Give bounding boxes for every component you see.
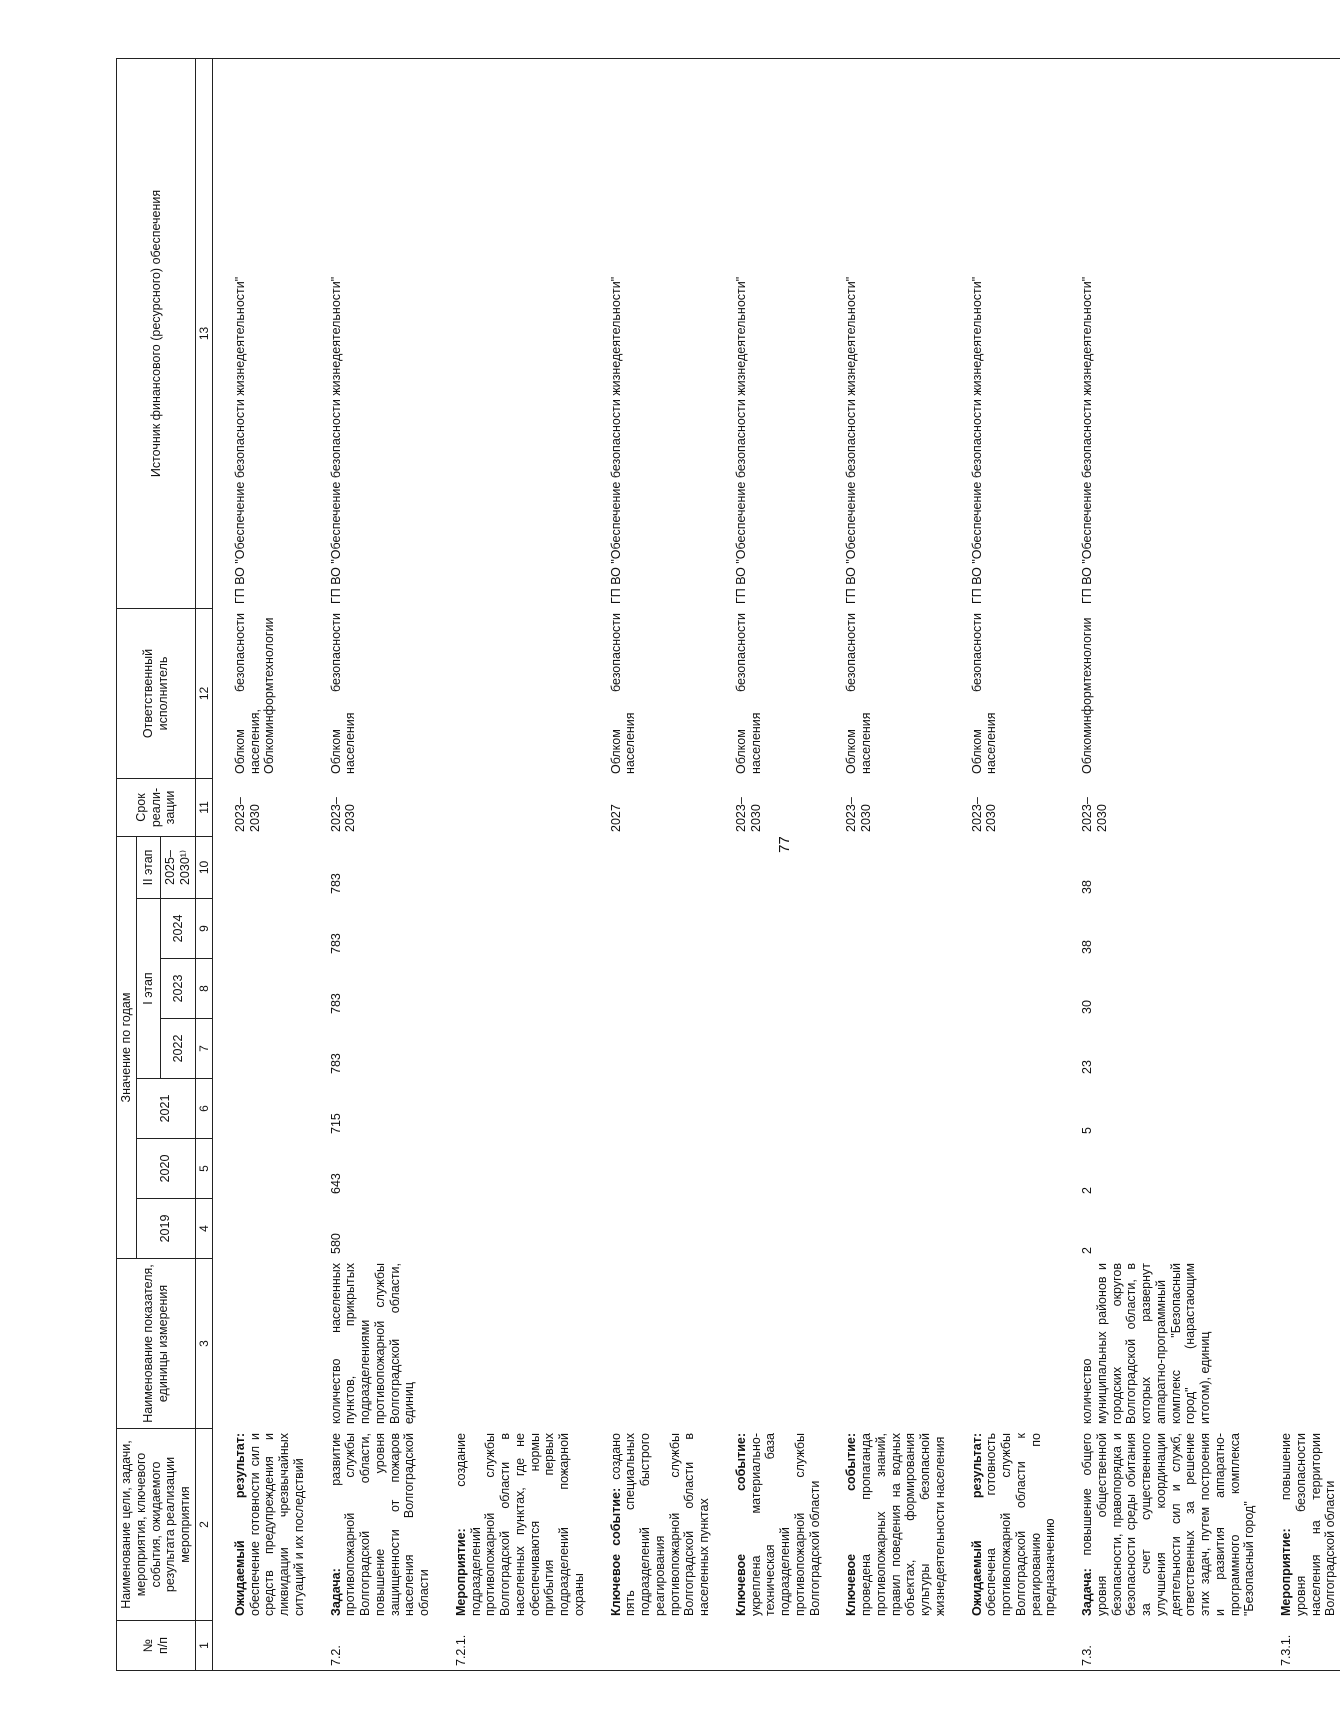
- row-term: [434, 778, 589, 836]
- row-value-2021: [1259, 1079, 1340, 1139]
- row-name-text: повышение общего уровня общественной безопасности, правопорядка и безопасности среды обитания за счет существенного улучшения координации деятельности сил и служб, ответственных за решение этих задач, путем построения и развития аппаратно-программного комплекса "Безопасный город": [1080, 1433, 1257, 1616]
- row-source: ГП ВО "Обеспечение безопасности жизнедеятельности": [824, 58, 949, 608]
- row-name-text: обеспечена готовность противопожарной службы Волгоградской области к реагированию по предназначению: [984, 1433, 1058, 1616]
- header-stage2: II этап: [136, 836, 161, 898]
- row-value-2020: [212, 1139, 308, 1199]
- row-source: [1259, 58, 1340, 608]
- row-value-2022: [212, 1019, 308, 1079]
- row-name-label: Ключевое событие:: [733, 1433, 748, 1616]
- table-row: [714, 58, 825, 1670]
- row-responsible: Облком безопасности населения: [309, 608, 434, 778]
- row-value-2025: [589, 836, 714, 898]
- row-value-2023: [950, 959, 1061, 1019]
- row-name-text: создано пять специальных подразделений быстрого реагирования противопожарной службы Волгоградской области в населенных пунктах: [608, 1432, 712, 1616]
- row-value-2023: 30: [1060, 959, 1259, 1019]
- table-header: [117, 58, 213, 1670]
- row-number: [589, 1621, 714, 1671]
- colnum: 1: [195, 1621, 212, 1671]
- row-name-label: Ожидаемый результат:: [969, 1433, 984, 1616]
- row-indicator: [1259, 1259, 1340, 1429]
- row-name-label: Ожидаемый результат:: [232, 1433, 247, 1616]
- row-term: 2023–2030: [950, 778, 1061, 836]
- row-value-2019: [434, 1199, 589, 1259]
- header-2022: 2022: [161, 1019, 196, 1079]
- row-value-2024: [714, 899, 825, 959]
- row-value-2021: 715: [309, 1079, 434, 1139]
- row-value-2022: [950, 1019, 1061, 1079]
- row-value-2023: [1259, 959, 1340, 1019]
- table-body: [212, 58, 1340, 1670]
- colnum: 3: [195, 1259, 212, 1429]
- row-value-2023: [824, 959, 949, 1019]
- row-value-2022: 23: [1060, 1019, 1259, 1079]
- row-indicator: [434, 1259, 589, 1429]
- row-value-2023: [434, 959, 589, 1019]
- row-responsible: Облком безопасности населения, Облкоминформтехнологии: [212, 608, 308, 778]
- row-value-2024: [212, 899, 308, 959]
- row-name-text: укреплена материально-техническая база подразделений противопожарной службы Волгоградской области: [748, 1433, 822, 1616]
- row-value-2024: [1259, 899, 1340, 959]
- row-value-2020: 2: [1060, 1139, 1259, 1199]
- row-value-2022: [1259, 1019, 1340, 1079]
- table-row: [1060, 58, 1259, 1670]
- row-source: ГП ВО "Обеспечение безопасности жизнедеятельности": [1060, 58, 1259, 608]
- header-2023: 2023: [161, 959, 196, 1019]
- row-name-text: повышение уровня безопасности населения на территории Волгоградской области: [1279, 1433, 1338, 1616]
- header-name: Наименование цели, задачи, мероприятия, ключевого события, ожидаемого результата реализации мероприятия: [117, 1429, 196, 1621]
- row-number: 7.3.1.: [1259, 1621, 1340, 1671]
- row-name-text: проведена пропаганда противопожарных знаний, правил поведения на водных объектах, формирования культуры безопасной жизнедеятельности населения: [859, 1433, 947, 1616]
- row-name-text: обеспечение готовности сил и средств предупреждения и ликвидации чрезвычайных ситуаций и их последствий: [247, 1433, 306, 1616]
- row-value-2020: [824, 1139, 949, 1199]
- row-value-2023: 783: [309, 959, 434, 1019]
- row-value-2021: [824, 1079, 949, 1139]
- header-responsible: Ответственный исполнитель: [117, 608, 196, 778]
- row-indicator: [714, 1259, 825, 1429]
- row-name-label: Задача:: [1080, 1568, 1095, 1616]
- row-name-label: Ключевое событие:: [608, 1487, 623, 1616]
- row-number: 7.3.: [1060, 1621, 1259, 1671]
- row-name-label: Мероприятие:: [453, 1528, 468, 1616]
- row-value-2020: [434, 1139, 589, 1199]
- row-term: 2023–2030: [212, 778, 308, 836]
- row-value-2024: [589, 899, 714, 959]
- row-value-2025: 38: [1060, 836, 1259, 898]
- row-responsible: Облком безопасности населения: [589, 608, 714, 778]
- row-name: [1060, 1429, 1259, 1621]
- row-indicator: количество муниципальных районов и городских округов Волгоградской области, в которых развернут аппаратно-программный комплекс "Безопасный город" (нарастающим итогом), единиц: [1060, 1259, 1259, 1429]
- row-value-2019: [212, 1199, 308, 1259]
- row-value-2021: [950, 1079, 1061, 1139]
- row-value-2024: [434, 899, 589, 959]
- table-row: [1259, 58, 1340, 1670]
- row-value-2025: 783: [309, 836, 434, 898]
- row-value-2020: [1259, 1139, 1340, 1199]
- header-2024: 2024: [161, 899, 196, 959]
- row-value-2025: [212, 836, 308, 898]
- colnum: 4: [195, 1199, 212, 1259]
- colnum: 2: [195, 1429, 212, 1621]
- row-value-2020: [714, 1139, 825, 1199]
- row-number: [950, 1621, 1061, 1671]
- header-num: № п/п: [117, 1621, 196, 1671]
- header-source: Источник финансового (ресурсного) обеспечения: [117, 58, 196, 608]
- row-value-2025: [1259, 836, 1340, 898]
- page-number: 77: [775, 836, 793, 853]
- row-value-2020: [950, 1139, 1061, 1199]
- row-value-2023: [212, 959, 308, 1019]
- row-number: [824, 1621, 949, 1671]
- row-value-2019: [824, 1199, 949, 1259]
- row-name: [824, 1429, 949, 1621]
- row-value-2025: [950, 836, 1061, 898]
- colnum: 7: [195, 1019, 212, 1079]
- row-term: 2023–2030: [1060, 778, 1259, 836]
- row-value-2021: 5: [1060, 1079, 1259, 1139]
- rotated-table-wrapper: [116, 59, 1338, 1671]
- row-value-2019: [714, 1199, 825, 1259]
- row-value-2022: [714, 1019, 825, 1079]
- row-value-2019: [1259, 1199, 1340, 1259]
- row-number: 7.2.1.: [434, 1621, 589, 1671]
- row-name-label: Мероприятие:: [1279, 1528, 1294, 1616]
- table-row: [309, 58, 434, 1670]
- row-value-2021: [714, 1079, 825, 1139]
- colnum: 6: [195, 1079, 212, 1139]
- table-row: [950, 58, 1061, 1670]
- table-row: [212, 58, 308, 1670]
- row-term: 2027: [589, 778, 714, 836]
- row-value-2021: [589, 1079, 714, 1139]
- colnum: 11: [195, 778, 212, 836]
- row-source: ГП ВО "Обеспечение безопасности жизнедеятельности": [309, 58, 434, 608]
- row-value-2022: [824, 1019, 949, 1079]
- row-name: [212, 1429, 308, 1621]
- row-responsible: Облком безопасности населения: [950, 608, 1061, 778]
- row-name-label: Задача:: [328, 1568, 343, 1616]
- table-row: [589, 58, 714, 1670]
- header-term: Срок реали-зации: [117, 778, 196, 836]
- table-row: [434, 58, 589, 1670]
- row-source: ГП ВО "Обеспечение безопасности жизнедеятельности": [212, 58, 308, 608]
- row-name: [309, 1429, 434, 1621]
- row-value-2024: [824, 899, 949, 959]
- row-number: 7.2.: [309, 1621, 434, 1671]
- row-source: ГП ВО "Обеспечение безопасности жизнедеятельности": [589, 58, 714, 608]
- row-value-2019: 2: [1060, 1199, 1259, 1259]
- header-2021: 2021: [136, 1079, 195, 1139]
- row-name: [1259, 1429, 1340, 1621]
- header-2020: 2020: [136, 1139, 195, 1199]
- row-name: [714, 1429, 825, 1621]
- row-value-2024: 783: [309, 899, 434, 959]
- row-value-2020: 643: [309, 1139, 434, 1199]
- table-row: [824, 58, 949, 1670]
- row-value-2019: 580: [309, 1199, 434, 1259]
- row-value-2022: 783: [309, 1019, 434, 1079]
- colnum: 10: [195, 836, 212, 898]
- row-value-2021: [212, 1079, 308, 1139]
- colnum: 9: [195, 899, 212, 959]
- row-name: [589, 1429, 714, 1621]
- row-value-2023: [714, 959, 825, 1019]
- row-responsible: Облком безопасности населения: [714, 608, 825, 778]
- row-indicator: количество населенных пунктов, прикрытых подразделениями противопожарной службы Волгоградской области, единиц: [309, 1259, 434, 1429]
- row-value-2025: [714, 836, 825, 898]
- row-indicator: [589, 1259, 714, 1429]
- row-indicator: [824, 1259, 949, 1429]
- row-name-text: создание подразделений противопожарной службы Волгоградской области в населенных пунктах, где не обеспечиваются нормы прибытия первых подразделений пожарной охраны: [453, 1433, 586, 1616]
- row-number: [212, 1621, 308, 1671]
- row-responsible: Облком безопасности населения: [824, 608, 949, 778]
- header-indicator: Наименование показателя, единицы измерения: [117, 1259, 196, 1429]
- plan-table: [116, 58, 1340, 1671]
- colnum: 13: [195, 58, 212, 608]
- colnum: 12: [195, 608, 212, 778]
- row-responsible: [434, 608, 589, 778]
- row-term: 2023–2030: [824, 778, 949, 836]
- row-responsible: [1259, 608, 1340, 778]
- row-source: [434, 58, 589, 608]
- row-value-2025: [434, 836, 589, 898]
- row-indicator: [212, 1259, 308, 1429]
- colnum: 5: [195, 1139, 212, 1199]
- row-term: 2023–2030: [309, 778, 434, 836]
- row-value-2024: 38: [1060, 899, 1259, 959]
- row-indicator: [950, 1259, 1061, 1429]
- header-2025-2030: 2025–2030¹⁾: [161, 836, 196, 898]
- row-source: ГП ВО "Обеспечение безопасности жизнедеятельности": [714, 58, 825, 608]
- row-responsible: Облкоминформтехнологии: [1060, 608, 1259, 778]
- row-name-label: Ключевое событие:: [844, 1433, 859, 1616]
- header-2019: 2019: [136, 1199, 195, 1259]
- row-value-2023: [589, 959, 714, 1019]
- row-term: [1259, 778, 1340, 836]
- header-stage1: I этап: [136, 899, 161, 1079]
- row-name: [434, 1429, 589, 1621]
- colnum: 8: [195, 959, 212, 1019]
- row-value-2019: [589, 1199, 714, 1259]
- row-value-2020: [589, 1139, 714, 1199]
- row-source: ГП ВО "Обеспечение безопасности жизнедеятельности": [950, 58, 1061, 608]
- row-term: 2023–2030: [714, 778, 825, 836]
- row-name: [950, 1429, 1061, 1621]
- row-value-2022: [589, 1019, 714, 1079]
- row-value-2021: [434, 1079, 589, 1139]
- row-number: [714, 1621, 825, 1671]
- row-value-2024: [950, 899, 1061, 959]
- row-value-2022: [434, 1019, 589, 1079]
- header-values-by-year: Значение по годам: [117, 836, 137, 1258]
- row-name-text: развитие противопожарной службы Волгоградской области, повышение уровня защищенности от пожаров населения Волгоградской области: [328, 1433, 432, 1616]
- row-value-2025: [824, 836, 949, 898]
- row-value-2019: [950, 1199, 1061, 1259]
